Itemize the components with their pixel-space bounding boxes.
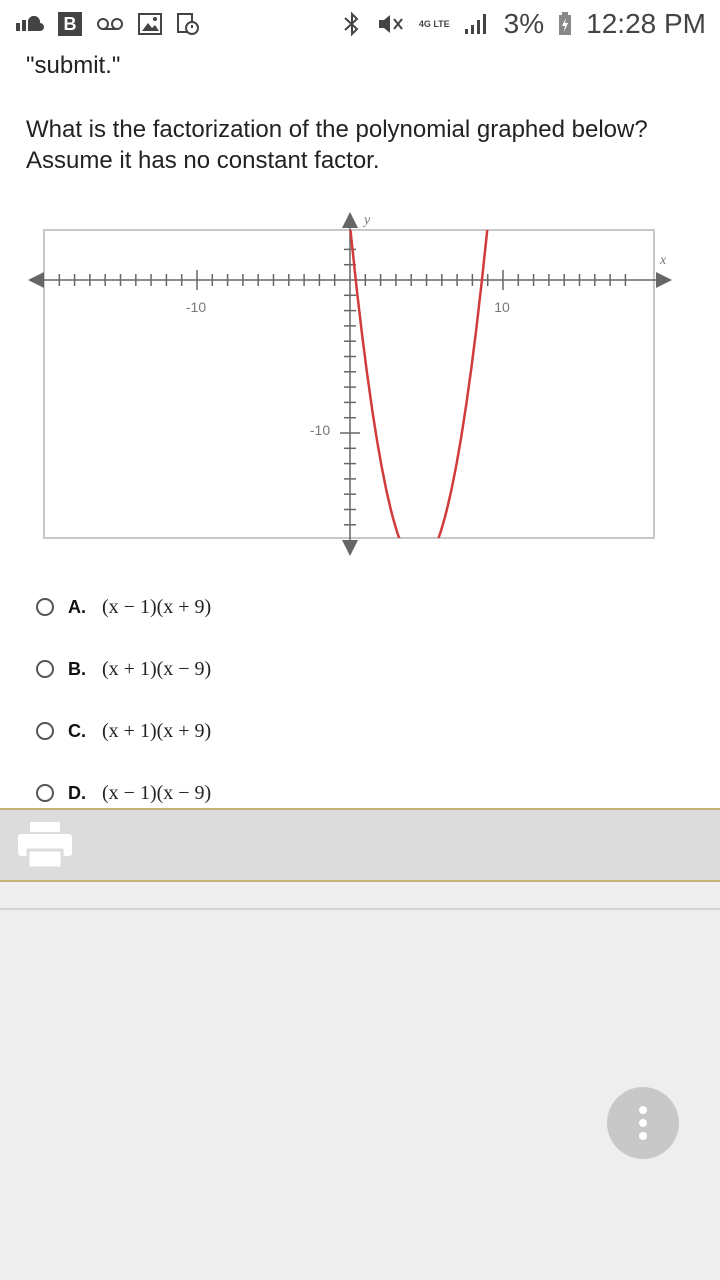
choice-c[interactable]	[36, 716, 211, 746]
choice-letter-b: B.	[68, 658, 86, 679]
status-left-icons	[14, 12, 200, 36]
radio-button-a[interactable]	[36, 598, 54, 616]
voicemail-icon	[96, 16, 124, 32]
network-type: 4G LTE	[418, 18, 450, 29]
question-line-2: Assume it has no constant factor.	[26, 147, 380, 174]
y-axis-arrow-down	[342, 540, 358, 556]
polynomial-graph	[24, 210, 684, 560]
status-right-icons	[341, 8, 706, 40]
question-text	[26, 114, 716, 176]
question-line-1: What is the factorization of the polynomial graphed below?	[26, 116, 648, 143]
choice-d[interactable]	[36, 778, 211, 808]
choice-letter-a: A.	[68, 596, 86, 617]
calendar-sync-icon	[176, 12, 200, 36]
image-icon	[138, 13, 162, 35]
choice-expr-c: (x + 1)(x + 9)	[102, 719, 212, 742]
battery-charging-icon	[558, 12, 572, 36]
bottom-toolbar	[0, 808, 720, 882]
choice-letter-c: C.	[68, 720, 86, 741]
status-bar	[0, 0, 720, 48]
choice-expr-a: (x − 1)(x + 9)	[102, 595, 212, 618]
bluetooth-icon	[341, 11, 363, 37]
more-dot	[639, 1119, 647, 1127]
x-axis-arrow-left	[28, 272, 44, 288]
x-axis-arrow-right	[656, 272, 672, 288]
more-vertical-icon	[639, 1106, 647, 1114]
choice-b[interactable]	[36, 654, 211, 684]
mute-icon	[377, 12, 405, 36]
choice-letter-d: D.	[68, 782, 86, 803]
signal-icon	[464, 13, 490, 35]
y-axis-arrow-up	[342, 212, 358, 228]
battery-percent: 3%	[503, 8, 545, 39]
intro-text: "submit."	[26, 52, 121, 79]
more-options-button[interactable]	[607, 1087, 679, 1159]
x-tick-label-pos: 10	[494, 299, 510, 315]
more-dot	[639, 1132, 647, 1140]
cloud-icon	[14, 15, 44, 33]
radio-button-b[interactable]	[36, 660, 54, 678]
radio-button-d[interactable]	[36, 784, 54, 802]
b-app-icon: B	[58, 12, 82, 36]
x-axis-label: x	[660, 253, 667, 268]
radio-button-c[interactable]	[36, 722, 54, 740]
choice-a[interactable]	[36, 592, 211, 622]
clock: 12:28 PM	[586, 8, 706, 39]
y-tick-label-neg: -10	[309, 422, 331, 438]
choice-expr-b: (x + 1)(x − 9)	[102, 657, 212, 680]
y-axis-label: y	[364, 213, 371, 228]
printer-icon[interactable]	[18, 822, 72, 870]
x-tick-label-neg: -10	[185, 299, 207, 315]
choice-expr-d: (x − 1)(x − 9)	[102, 781, 212, 804]
divider	[0, 908, 720, 910]
lower-panel	[0, 882, 720, 1280]
question-panel	[0, 48, 720, 810]
